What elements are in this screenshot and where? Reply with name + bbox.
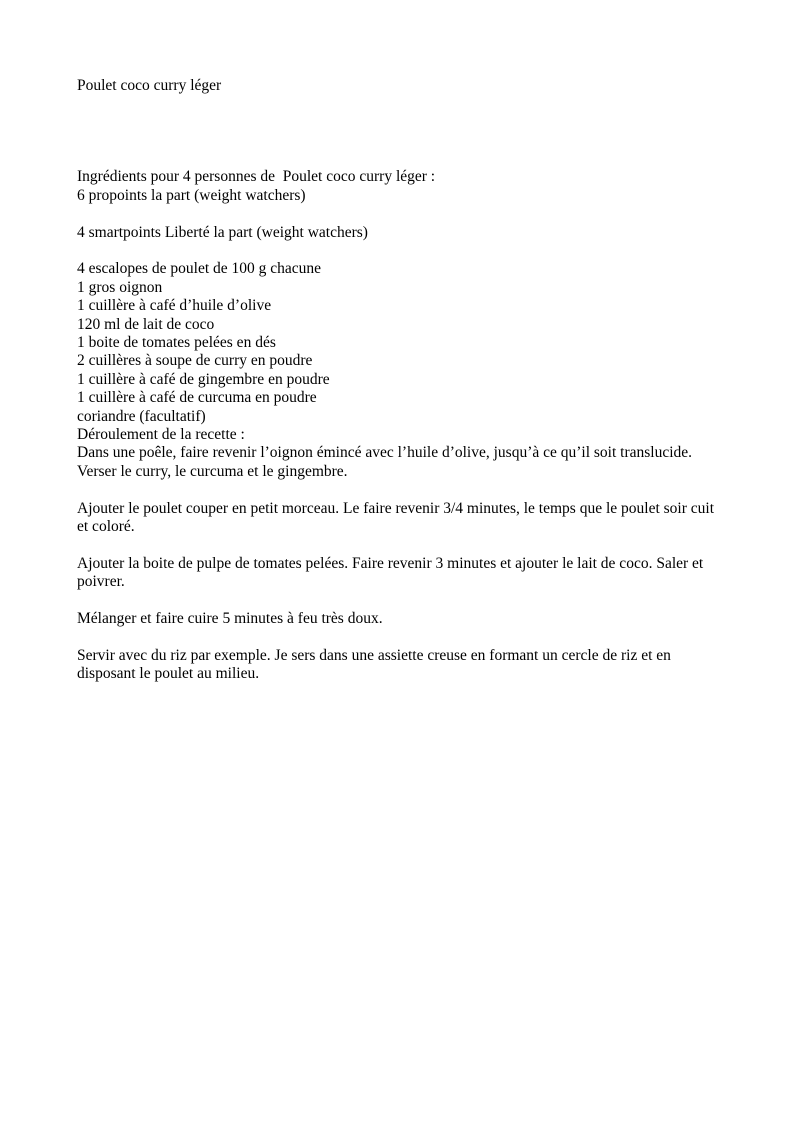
ingredient-item: 1 cuillère à café d’huile d’olive <box>77 297 272 315</box>
step-paragraph: Ajouter le poulet couper en petit morceau. Le faire revenir 3/4 minutes, le temps que le poulet soir cuit et coloré. <box>77 499 715 536</box>
step-paragraph: Ajouter la boite de pulpe de tomates pelées. Faire revenir 3 minutes et ajouter le lait de coco. Saler et poivrer. <box>77 554 704 591</box>
steps-heading: Déroulement de la recette : <box>77 426 245 444</box>
ingredient-item: 120 ml de lait de coco <box>77 315 215 333</box>
ingredient-list <box>77 260 727 426</box>
propoints-line: 6 propoints la part (weight watchers) <box>77 186 306 204</box>
ingredient-item: 1 gros oignon <box>77 278 163 296</box>
spacer <box>77 536 727 554</box>
step-paragraph: Dans une poêle, faire revenir l’oignon émincé avec l’huile d’olive, jusqu’à ce qu’il soit translucide. Verser le curry, le curcuma et le gingembre. <box>77 444 693 480</box>
ingredient-item: 4 escalopes de poulet de 100 g chacune <box>77 260 322 278</box>
ingredient-item: 1 boite de tomates pelées en dés <box>77 334 276 352</box>
spacer <box>77 628 727 646</box>
spacer <box>77 242 727 260</box>
recipe-document <box>77 77 727 684</box>
ingredient-item: coriandre (facultatif) <box>77 407 206 425</box>
steps-list <box>77 444 727 683</box>
servings-line: Ingrédients pour 4 personnes de Poulet coco curry léger : <box>77 168 436 186</box>
spacer <box>77 481 727 499</box>
smartpoints-line: 4 smartpoints Liberté la part (weight watchers) <box>77 223 368 241</box>
recipe-title: Poulet coco curry léger <box>77 77 222 94</box>
ingredient-item: 2 cuillères à soupe de curry en poudre <box>77 352 313 370</box>
ingredient-item: 1 cuillère à café de gingembre en poudre <box>77 370 330 388</box>
step-paragraph: Mélanger et faire cuire 5 minutes à feu très doux. <box>77 610 383 628</box>
spacer <box>77 205 727 223</box>
title-spacer <box>77 95 727 168</box>
ingredient-item: 1 cuillère à café de curcuma en poudre <box>77 389 317 407</box>
spacer <box>77 592 727 610</box>
step-paragraph: Servir avec du riz par exemple. Je sers dans une assiette creuse en formant un cercle de riz et en disposant le poulet au milieu. <box>77 646 671 683</box>
